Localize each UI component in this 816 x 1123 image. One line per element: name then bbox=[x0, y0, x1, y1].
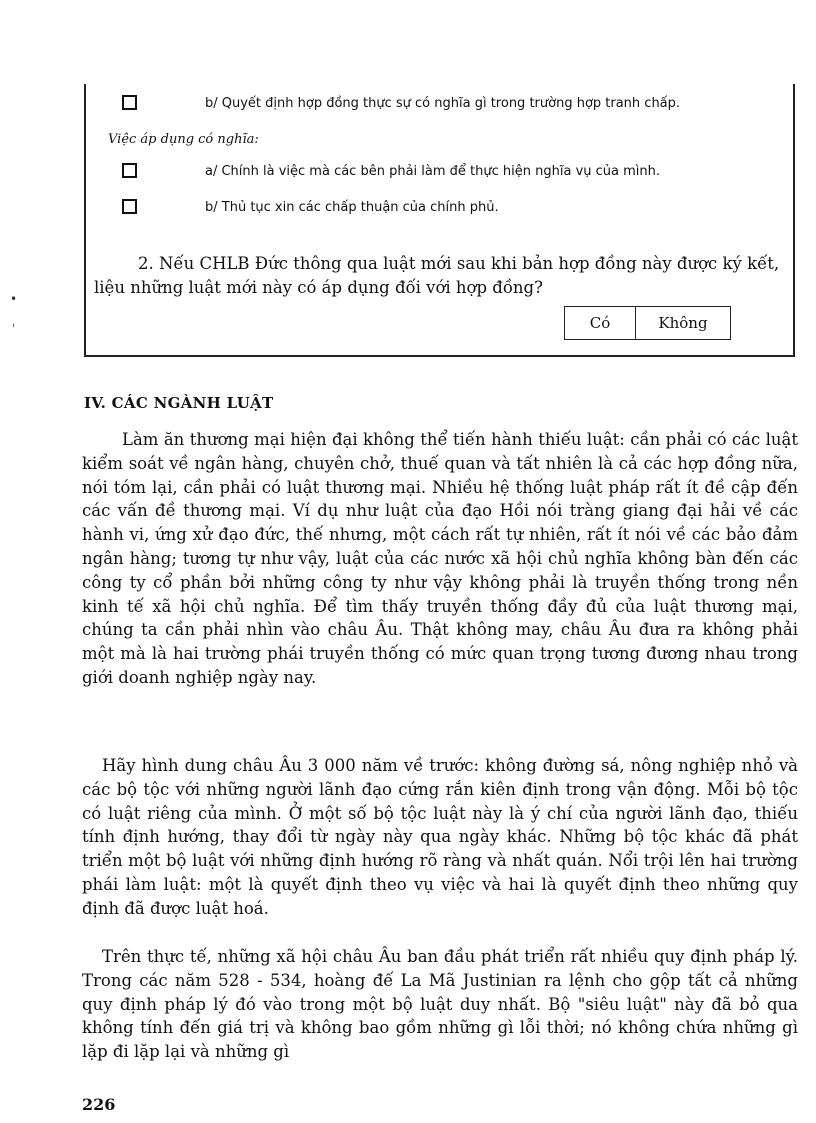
answer-choices bbox=[564, 306, 731, 340]
checkbox-option-b2[interactable] bbox=[122, 199, 137, 214]
paragraph-3-text: Trên thực tế, những xã hội châu Âu ban đầu phát triển rất nhiều quy định pháp lý. Trong các năm 528 - 534, hoàng đế La Mã Justinian ra lệnh cho gộp tất cả những quy định pháp lý đó vào trong một bộ luật duy nhất. Bộ "siêu luật" này đã bỏ qua không tính đến giá trị và không bao gồm những gì lỗi thời; nó không chứa những gì lặp đi lặp lại và những gì bbox=[82, 947, 798, 1062]
question-2 bbox=[94, 252, 784, 300]
option-b1-text: b/ Quyết định hợp đồng thực sự có nghĩa gì trong trường hợp tranh chấp. bbox=[205, 96, 681, 111]
paragraph-1-text: Làm ăn thương mại hiện đại không thể tiến hành thiếu luật: cần phải có các luật kiểm soát về ngân hàng, chuyên chở, thuế quan và tất nhiên là cả các hợp đồng nữa, nói tóm lại, cần phải có luật thương mại. Nhiều hệ thống luật pháp rất ít đề cập đến các vấn đề thương mại. Ví dụ như luật của đạo Hồi nói tràng giang đại hải về các hành vi, ứng xử đạo đức, thế nhưng, một cách rất tự nhiên, rất ít nói về các bảo đảm ngân hàng; tương tự như vậy, luật của các nước xã hội chủ nghĩa không bàn đến các công ty cổ phần bởi những công ty như vậy không phải là truyền thống trong nền kinh tế xã hội chủ nghĩa. Để tìm thấy truyền thống đầy đủ của luật thương mại, chúng ta cần phải nhìn vào châu Âu. Thật không may, châu Âu đưa ra không phải một mà là hai trường phái truyền thống có mức quan trọng tương đương nhau trong giới doanh nghiệp ngày nay. bbox=[82, 430, 798, 687]
paragraph-2 bbox=[82, 754, 798, 921]
checkbox-option-a2[interactable] bbox=[122, 163, 137, 178]
paragraph-3 bbox=[82, 945, 798, 1064]
margin-tick: ˈ bbox=[12, 322, 16, 336]
section-label: Việc áp dụng có nghĩa: bbox=[108, 132, 259, 147]
page-number: 226 bbox=[82, 1095, 116, 1114]
margin-dot: • bbox=[10, 292, 18, 306]
answer-yes-cell[interactable]: Có bbox=[565, 307, 636, 339]
paragraph-1 bbox=[82, 428, 798, 690]
section-heading: IV. CÁC NGÀNH LUẬT bbox=[84, 394, 274, 412]
questionnaire-box bbox=[84, 84, 795, 357]
option-b2-text: b/ Thủ tục xin các chấp thuận của chính phủ. bbox=[205, 200, 499, 215]
question-2-text: 2. Nếu CHLB Đức thông qua luật mới sau khi bản hợp đồng này được ký kết, liệu những luật mới này có áp dụng đối với hợp đồng? bbox=[94, 254, 780, 297]
option-a2-text: a/ Chính là việc mà các bên phải làm để thực hiện nghĩa vụ của mình. bbox=[205, 164, 660, 179]
paragraph-2-text: Hãy hình dung châu Âu 3 000 năm về trước: không đường sá, nông nghiệp nhỏ và các bộ tộc với những người lãnh đạo cứng rắn kiên định trong vận động. Mỗi bộ tộc có luật riêng của mình. Ở một số bộ tộc luật này là ý chí của người lãnh đạo, thiếu tính định hướng, thay đổi từ ngày này qua ngày khác. Những bộ tộc khác đã phát triển một bộ luật với những định hướng rõ ràng và nhất quán. Nổi trội lên hai trường phái làm luật: một là quyết định theo vụ việc và hai là quyết định theo những quy định đã được luật hoá. bbox=[82, 756, 798, 918]
answer-no-cell[interactable]: Không bbox=[658, 314, 708, 332]
checkbox-option-b1[interactable] bbox=[122, 95, 137, 110]
